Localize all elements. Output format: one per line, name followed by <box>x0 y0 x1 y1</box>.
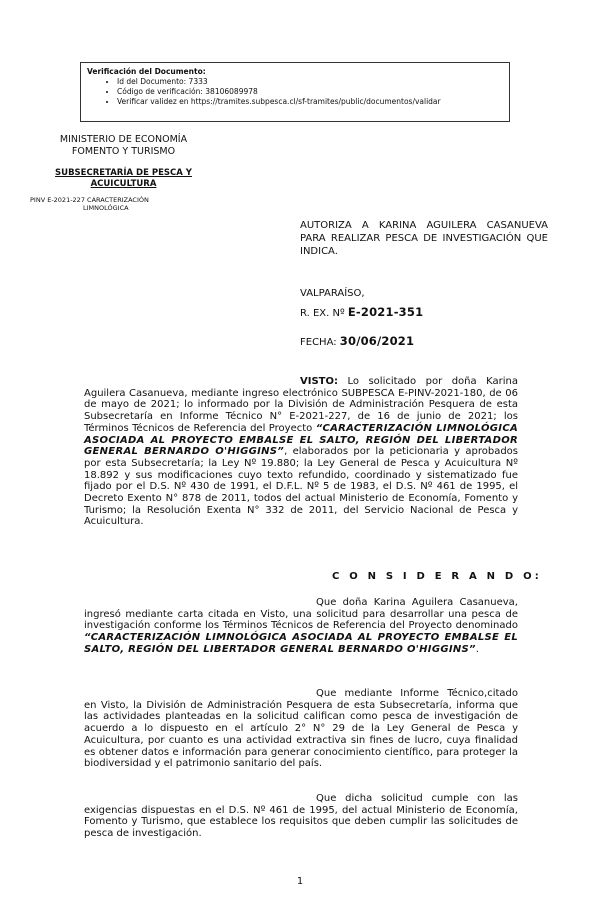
ministry-line-2: FOMENTO Y TURISMO <box>71 146 176 157</box>
verification-title: Verificación del Documento: <box>87 67 206 76</box>
rex-label: R. EX. Nº <box>300 308 345 319</box>
considerando-paragraph-1 <box>84 597 518 656</box>
visto-project: “CARACTERIZACIÓN LIMNOLÓGICA ASOCIADA AL PROYECTO EMBALSE EL SALTO, REGIÓN DEL LIBERTADOR GENERAL BERNARDO O'HIGGINS” <box>84 422 518 458</box>
ministry-line-1: MINISTERIO DE ECONOMÍA <box>59 134 188 145</box>
rex-number: E-2021-351 <box>347 305 424 319</box>
reference-line-1: PINV E-2021-227 CARACTERIZACIÓN <box>30 196 149 204</box>
verification-box <box>80 62 510 122</box>
ministry-header <box>36 134 211 190</box>
visto-label: VISTO: <box>300 376 338 387</box>
place: VALPARAÍSO, <box>300 288 365 299</box>
considerando-paragraph-2: Que mediante Informe Técnico,citado en Visto, la División de Administración Pesquera de esta Subsecretaría, informa que las actividades planteadas en la solicitud califican como pesca de investigación de acuerdo a lo dispuesto en el artículo 2° N° 29 de la Ley General de Pesca y Acuicultura, por cuanto es una actividad extractiva sin fines de lucro, cuya finalidad es obtener datos e información para generar conocimiento científico, para proteger la biodiversidad y el patrimonio sanitario del país. <box>84 688 518 770</box>
subsecretaria-line-2: ACUICULTURA <box>90 179 157 189</box>
resolution-title: AUTORIZA A KARINA AGUILERA CASANUEVA PARA REALIZAR PESCA DE INVESTIGACIÓN QUE INDICA. <box>300 220 548 257</box>
cons-p1-text-b: . <box>475 643 479 655</box>
visto-paragraph <box>84 376 518 528</box>
verification-item-url[interactable]: • Verificar validez en https://tramites.subpesca.cl/sf-tramites/public/documentos/validar <box>117 97 503 107</box>
cons-p1-project: “CARACTERIZACIÓN LIMNOLÓGICA ASOCIADA AL PROYECTO EMBALSE EL SALTO, REGIÓN DEL LIBERTADOR GENERAL BERNARDO O'HIGGINS” <box>84 632 518 655</box>
verification-list <box>87 77 503 107</box>
subsecretaria <box>36 168 211 190</box>
verification-item-code: • Código de verificación: 38106089978 <box>117 87 503 97</box>
visto-text-b: , elaborados por la peticionaria y aprobados por esta Subsecretaría; la Ley Nº 19.880; la Ley General de Pesca y Acuicultura Nº 18.892 y sus modificaciones cuyo texto refundido, coordinado y sistematizado fue fijado por el D.S. Nº 430 de 1991, el D.F.L. Nº 5 de 1983, el D.S. Nº 461 de 1995, el Decreto Exento N° 878 de 2011, todos del actual Ministerio de Economía, Fomento y Turismo; la Resolución Exenta N° 332 de 2011, del Servicio Nacional de Pesca y Acuicultura. <box>84 446 518 528</box>
resolution-date <box>300 334 414 348</box>
visto-text-a: Lo solicitado por doña Karina Aguilera Casanueva, mediante ingreso electrónico SUBPESCA E-PINV-2021-180, de 06 de mayo de 2021; lo informado por la División de Administración Pesquera de esta Subsecretaría en Informe Técnico N° E-2021-227, de 16 de junio de 2021; los Términos Técnicos de Referencia del Proyecto <box>84 376 518 434</box>
resolution-number <box>300 305 423 319</box>
date-label: FECHA: <box>300 337 337 348</box>
cons-p1-text-a: Que doña Karina Aguilera Casanueva, ingresó mediante carta citada en Visto, una solicitud para desarrollar una pesca de investigación conforme los Términos Técnicos de Referencia del Proyecto denominado <box>84 597 518 632</box>
reference-line-2: LIMNOLÓGICA <box>83 204 129 212</box>
reference-code <box>30 196 230 212</box>
subsecretaria-line-1: SUBSECRETARÍA DE PESCA Y <box>55 168 192 178</box>
date-value: 30/06/2021 <box>339 334 415 348</box>
verification-item-id: • Id del Documento: 7333 <box>117 77 503 87</box>
considerando-heading: C O N S I D E R A N D O: <box>332 571 542 582</box>
considerando-paragraph-3: Que dicha solicitud cumple con las exigencias dispuestas en el D.S. Nº 461 de 1995, del actual Ministerio de Economía, Fomento y Turismo, que establece los requisitos que deben cumplir las solicitudes de pesca de investigación. <box>84 793 518 840</box>
page-number: 1 <box>296 876 304 887</box>
